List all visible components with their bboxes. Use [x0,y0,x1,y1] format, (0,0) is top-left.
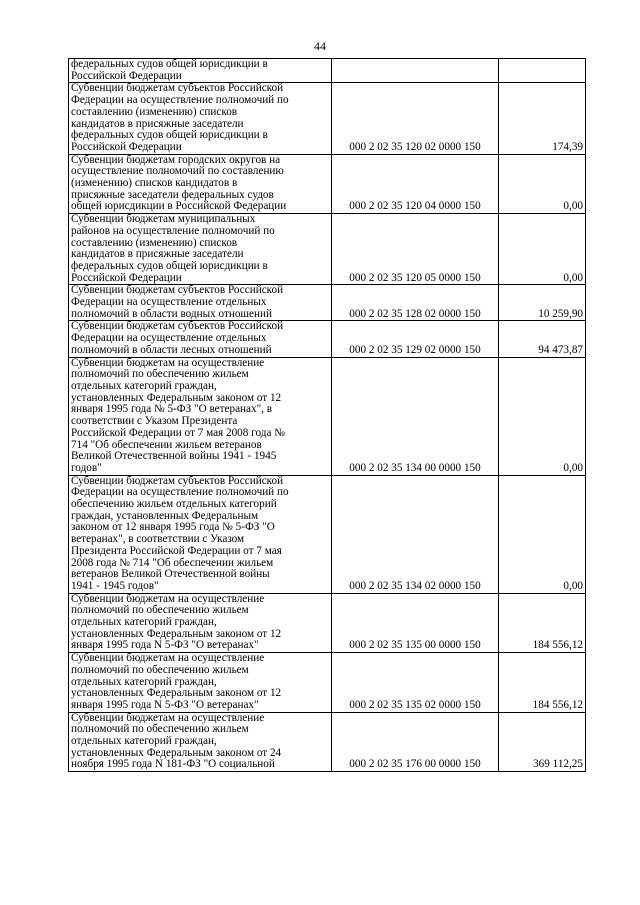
row-name-cell: Субвенции бюджетам на осуществление полномочий по обеспечению жильем отдельных категорий граждан, установленных Федеральным законом от 24 ноября 1995 года N 181-ФЗ "О социальной [69,712,332,772]
row-value-cell: 369 112,25 [499,712,586,772]
row-name-cell: Субвенции бюджетам субъектов Российской Федерации на осуществление отдельных полномочий в области лесных отношений [69,321,332,357]
row-name-cell: Субвенции бюджетам субъектов Российской Федерации на осуществление полномочий по составлению (изменению) списков кандидатов в присяжные заседатели федеральных судов общей юрисдикции в Российской Федерации [69,83,332,154]
row-name-cell: Субвенции бюджетам городских округов на осуществление полномочий по составлению (изменению) списков кандидатов в присяжные заседатели федеральных судов общей юрисдикции в Российской Федерации [69,154,332,214]
budget-table [68,58,586,772]
table-row [69,712,586,772]
row-name-cell: Субвенции бюджетам на осуществление полномочий по обеспечению жильем отдельных категорий граждан, установленных Федеральным законом от 12 января 1995 года N 5-ФЗ "О ветеранах" [69,653,332,713]
table-row [69,475,586,593]
row-code-cell: 000 2 02 35 135 02 0000 150 [332,653,499,713]
row-value-cell: 0,00 [499,154,586,214]
table-row [69,59,586,83]
row-code-cell: 000 2 02 35 176 00 0000 150 [332,712,499,772]
row-value-cell: 0,00 [499,357,586,475]
row-value-cell [499,59,586,83]
row-code-cell: 000 2 02 35 134 02 0000 150 [332,475,499,593]
table-row [69,593,586,653]
table-row [69,83,586,154]
table-row [69,357,586,475]
row-value-cell: 0,00 [499,214,586,285]
table-row [69,321,586,357]
row-value-cell: 0,00 [499,475,586,593]
row-code-cell: 000 2 02 35 129 02 0000 150 [332,321,499,357]
table-row [69,214,586,285]
row-value-cell: 174,39 [499,83,586,154]
row-name-cell: Субвенции бюджетам на осуществление полномочий по обеспечению жильем отдельных категорий граждан, установленных Федеральным законом от 12 января 1995 года N 5-ФЗ "О ветеранах" [69,593,332,653]
table-row [69,653,586,713]
row-value-cell: 184 556,12 [499,593,586,653]
row-name-cell: Субвенции бюджетам муниципальных районов на осуществление полномочий по составлению (изменению) списков кандидатов в присяжные заседатели федеральных судов общей юрисдикции в Российской Федерации [69,214,332,285]
row-value-cell: 10 259,90 [499,285,586,321]
row-value-cell: 184 556,12 [499,653,586,713]
row-code-cell: 000 2 02 35 120 04 0000 150 [332,154,499,214]
row-code-cell: 000 2 02 35 134 00 0000 150 [332,357,499,475]
row-code-cell [332,59,499,83]
row-name-cell: Субвенции бюджетам на осуществление полномочий по обеспечению жильем отдельных категорий граждан, установленных Федеральным законом от 12 января 1995 года № 5-ФЗ "О ветеранах", в соответствии с Указом Президента Российской Федерации от 7 мая 2008 года № 714 "Об обеспечении жильем ветеранов Великой Отечественной войны 1941 - 1945 годов" [69,357,332,475]
row-name-cell: федеральных судов общей юрисдикции в Российской Федерации [69,59,332,83]
row-code-cell: 000 2 02 35 120 05 0000 150 [332,214,499,285]
table-row [69,154,586,214]
row-value-cell: 94 473,87 [499,321,586,357]
row-code-cell: 000 2 02 35 120 02 0000 150 [332,83,499,154]
table-row [69,285,586,321]
page-number: 44 [314,39,326,53]
row-code-cell: 000 2 02 35 135 00 0000 150 [332,593,499,653]
row-name-cell: Субвенции бюджетам субъектов Российской Федерации на осуществление полномочий по обеспечению жильем отдельных категорий граждан, установленных Федеральным законом от 12 января 1995 года № 5-ФЗ "О ветеранах", в соответствии с Указом Президента Российской Федерации от 7 мая 2008 года № 714 "Об обеспечении жильем ветеранов Великой Отечественной войны 1941 - 1945 годов" [69,475,332,593]
row-name-cell: Субвенции бюджетам субъектов Российской Федерации на осуществление отдельных полномочий в области водных отношений [69,285,332,321]
row-code-cell: 000 2 02 35 128 02 0000 150 [332,285,499,321]
